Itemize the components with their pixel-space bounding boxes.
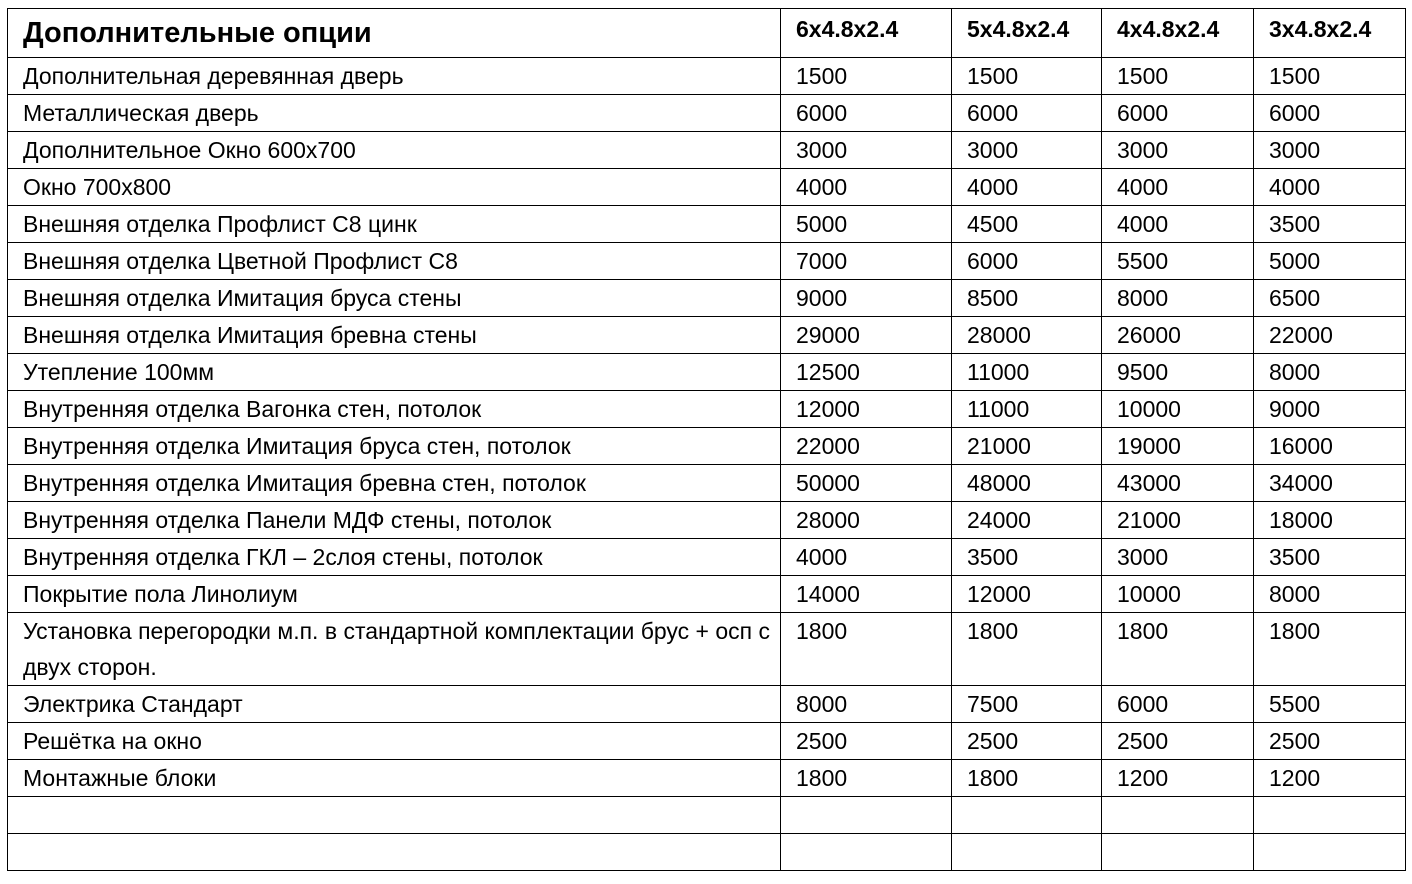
price-cell-size-1: 6000 [781,95,952,132]
price-cell-size-1: 1800 [781,760,952,797]
price-cell-size-4: 9000 [1254,391,1406,428]
table-row [8,760,1406,797]
table-row [8,95,1406,132]
price-cell-size-4: 4000 [1254,169,1406,206]
table-row [8,317,1406,354]
price-cell-size-3: 3000 [1102,132,1254,169]
table-body [8,58,1406,871]
price-cell-size-1: 9000 [781,280,952,317]
price-cell-size-3: 1800 [1102,613,1254,686]
table-row [8,465,1406,502]
option-name-cell: Внутренняя отделка Имитация бруса стен, потолок [8,428,781,465]
option-name-cell: Монтажные блоки [8,760,781,797]
price-cell-size-3: 43000 [1102,465,1254,502]
price-cell-size-2: 7500 [952,686,1102,723]
price-cell-size-3 [1102,797,1254,834]
price-cell-size-2: 6000 [952,95,1102,132]
price-cell-size-1: 22000 [781,428,952,465]
price-cell-size-4: 6000 [1254,95,1406,132]
price-cell-size-3: 4000 [1102,206,1254,243]
price-cell-size-2 [952,797,1102,834]
price-cell-size-1: 1500 [781,58,952,95]
price-cell-size-3: 10000 [1102,391,1254,428]
price-cell-size-2: 3000 [952,132,1102,169]
price-cell-size-4: 5500 [1254,686,1406,723]
option-name-cell: Внешняя отделка Цветной Профлист С8 [8,243,781,280]
table-title: Дополнительные опции [8,9,781,58]
price-cell-size-3: 19000 [1102,428,1254,465]
price-cell-size-1: 2500 [781,723,952,760]
price-cell-size-4: 3500 [1254,206,1406,243]
option-name-cell [8,797,781,834]
price-cell-size-2: 12000 [952,576,1102,613]
price-cell-size-3: 26000 [1102,317,1254,354]
price-cell-size-3: 1500 [1102,58,1254,95]
price-cell-size-2: 4500 [952,206,1102,243]
header-row [8,9,1406,58]
option-name-cell: Внутренняя отделка Вагонка стен, потолок [8,391,781,428]
price-cell-size-3: 3000 [1102,539,1254,576]
price-cell-size-1 [781,797,952,834]
table-row [8,797,1406,834]
option-name-cell: Дополнительное Окно 600х700 [8,132,781,169]
column-header-size-4: 3x4.8x2.4 [1254,9,1406,58]
column-header-size-2: 5x4.8x2.4 [952,9,1102,58]
option-name-cell: Внутренняя отделка ГКЛ – 2слоя стены, потолок [8,539,781,576]
price-cell-size-4: 6500 [1254,280,1406,317]
price-cell-size-4: 3000 [1254,132,1406,169]
options-price-table [7,8,1406,871]
option-name-cell: Утепление 100мм [8,354,781,391]
price-cell-size-2: 11000 [952,354,1102,391]
price-cell-size-3: 4000 [1102,169,1254,206]
option-name-cell: Электрика Стандарт [8,686,781,723]
price-cell-size-1: 12000 [781,391,952,428]
price-cell-size-1: 1800 [781,613,952,686]
price-cell-size-2: 1800 [952,760,1102,797]
price-cell-size-4: 1800 [1254,613,1406,686]
table-row [8,502,1406,539]
price-cell-size-3: 5500 [1102,243,1254,280]
option-name-cell [8,834,781,871]
price-cell-size-4: 8000 [1254,576,1406,613]
price-cell-size-2 [952,834,1102,871]
price-cell-size-2: 24000 [952,502,1102,539]
price-cell-size-2: 21000 [952,428,1102,465]
table-row [8,723,1406,760]
price-cell-size-1: 7000 [781,243,952,280]
table-row [8,539,1406,576]
price-cell-size-4: 3500 [1254,539,1406,576]
option-name-cell: Окно 700х800 [8,169,781,206]
price-cell-size-4: 1500 [1254,58,1406,95]
table-row [8,613,1406,686]
price-cell-size-1: 28000 [781,502,952,539]
price-cell-size-2: 2500 [952,723,1102,760]
table-row [8,686,1406,723]
option-name-cell: Металлическая дверь [8,95,781,132]
price-cell-size-1: 3000 [781,132,952,169]
price-cell-size-4 [1254,797,1406,834]
table-row [8,576,1406,613]
table-row [8,132,1406,169]
price-cell-size-1: 12500 [781,354,952,391]
column-header-size-3: 4x4.8x2.4 [1102,9,1254,58]
price-cell-size-3: 10000 [1102,576,1254,613]
price-cell-size-4: 5000 [1254,243,1406,280]
price-cell-size-3: 6000 [1102,686,1254,723]
price-cell-size-3: 6000 [1102,95,1254,132]
price-cell-size-3: 2500 [1102,723,1254,760]
price-cell-size-2: 4000 [952,169,1102,206]
table-row [8,391,1406,428]
price-cell-size-1: 4000 [781,539,952,576]
table-row [8,58,1406,95]
option-name-cell: Внешняя отделка Имитация бревна стены [8,317,781,354]
table-row [8,354,1406,391]
price-cell-size-2: 48000 [952,465,1102,502]
price-cell-size-3: 21000 [1102,502,1254,539]
table-row [8,169,1406,206]
price-cell-size-4: 16000 [1254,428,1406,465]
price-cell-size-3: 9500 [1102,354,1254,391]
price-cell-size-1 [781,834,952,871]
option-name-cell: Установка перегородки м.п. в стандартной комплектации брус + осп с двух сторон. [8,613,781,686]
column-header-size-1: 6x4.8x2.4 [781,9,952,58]
price-cell-size-3 [1102,834,1254,871]
price-cell-size-1: 8000 [781,686,952,723]
price-cell-size-1: 4000 [781,169,952,206]
price-cell-size-1: 29000 [781,317,952,354]
price-cell-size-4: 8000 [1254,354,1406,391]
price-cell-size-2: 6000 [952,243,1102,280]
option-name-cell: Решётка на окно [8,723,781,760]
price-cell-size-1: 5000 [781,206,952,243]
option-name-cell: Внешняя отделка Профлист С8 цинк [8,206,781,243]
option-name-cell: Внешняя отделка Имитация бруса стены [8,280,781,317]
price-cell-size-4: 22000 [1254,317,1406,354]
price-cell-size-4: 18000 [1254,502,1406,539]
price-cell-size-1: 14000 [781,576,952,613]
price-cell-size-3: 1200 [1102,760,1254,797]
price-cell-size-3: 8000 [1102,280,1254,317]
price-cell-size-4: 1200 [1254,760,1406,797]
price-cell-size-2: 1800 [952,613,1102,686]
price-cell-size-4: 2500 [1254,723,1406,760]
table-row [8,428,1406,465]
price-cell-size-4: 34000 [1254,465,1406,502]
table-row [8,280,1406,317]
price-cell-size-1: 50000 [781,465,952,502]
price-cell-size-2: 28000 [952,317,1102,354]
price-cell-size-2: 8500 [952,280,1102,317]
price-cell-size-2: 1500 [952,58,1102,95]
table-row [8,834,1406,871]
table-row [8,206,1406,243]
price-cell-size-2: 11000 [952,391,1102,428]
price-cell-size-2: 3500 [952,539,1102,576]
option-name-cell: Покрытие пола Линолиум [8,576,781,613]
option-name-cell: Дополнительная деревянная дверь [8,58,781,95]
table-row [8,243,1406,280]
option-name-cell: Внутренняя отделка Имитация бревна стен, потолок [8,465,781,502]
option-name-cell: Внутренняя отделка Панели МДФ стены, потолок [8,502,781,539]
price-cell-size-4 [1254,834,1406,871]
